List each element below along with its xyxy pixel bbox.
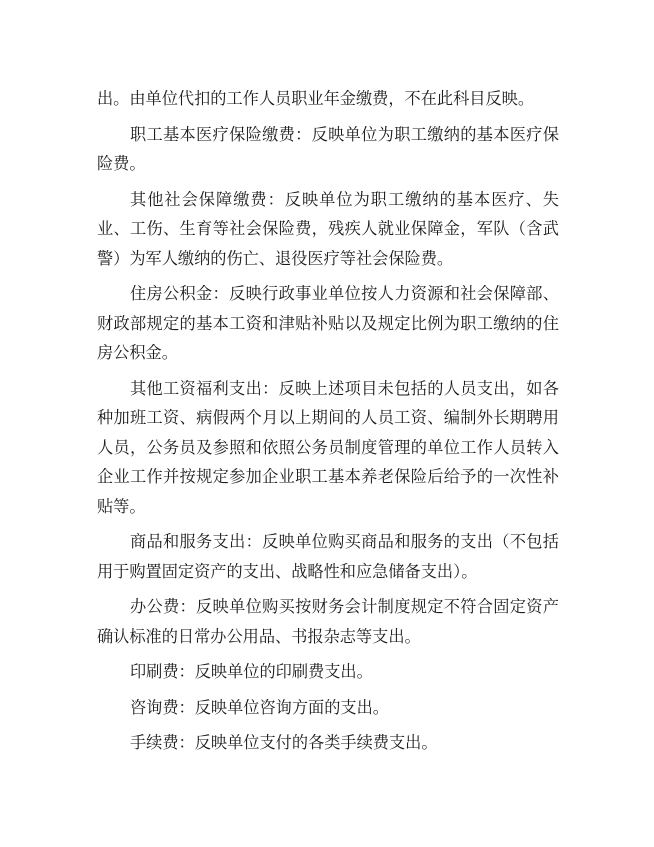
paragraph-continuation: 出。由单位代扣的工作人员职业年金缴费，不在此科目反映。 xyxy=(97,89,535,108)
document-body xyxy=(97,84,559,764)
paragraph-printing-fee: 印刷费：反映单位的印刷费支出。 xyxy=(130,662,373,681)
paragraph-handling-fee: 手续费：反映单位支付的各类手续费支出。 xyxy=(130,733,438,752)
paragraph-goods-services: 商品和服务支出：反映单位购买商品和服务的支出（不包括用于购置固定资产的支出、战略性和应急储备支出）。 xyxy=(97,532,559,581)
paragraph-housing-fund: 住房公积金：反映行政事业单位按人力资源和社会保障部、财政部规定的基本工资和津贴补贴以及规定比例为职工缴纳的住房公积金。 xyxy=(97,284,559,362)
paragraph-consulting-fee: 咨询费：反映单位咨询方面的支出。 xyxy=(130,697,389,717)
paragraph-other-social-security: 其他社会保障缴费：反映单位为职工缴纳的基本医疗、失业、工伤、生育等社会保险费，残疾人就业保障金，军队（含武警）为军人缴纳的伤亡、退役医疗等社会保险费。 xyxy=(97,189,559,268)
paragraph-other-welfare: 其他工资福利支出：反映上述项目未包括的人员支出，如各种加班工资、病假两个月以上期间的人员工资、编制外长期聘用人员，公务员及参照和依照公务员制度管理的单位工作人员转入企业工作并按规定参加企业职工基本养老保险后给予的一次性补贴等。 xyxy=(97,378,559,516)
paragraph-medical-insurance: 职工基本医疗保险缴费：反映单位为职工缴纳的基本医疗保险费。 xyxy=(97,124,559,173)
paragraph-office-expense: 办公费：反映单位购买按财务会计制度规定不符合固定资产确认标准的日常办公用品、书报杂志等支出。 xyxy=(97,597,559,646)
